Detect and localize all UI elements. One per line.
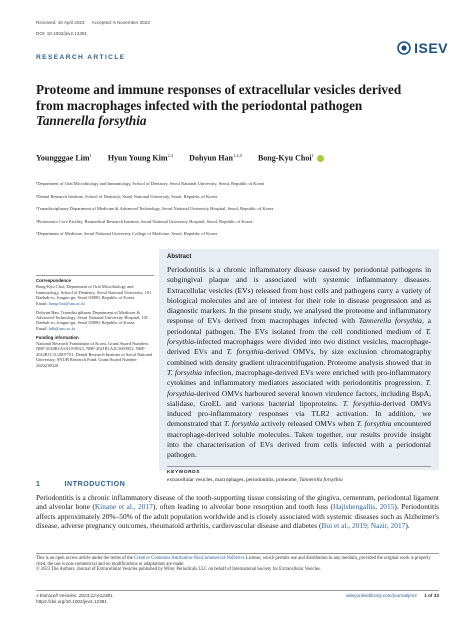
affiliation: ⁵Department of Medicine, Seoul National University College of Medicine, Seoul, Republic of Korea [36,231,218,236]
doi[interactable]: DOI: 10.1002/jev2.12381 [36,31,88,36]
divider [167,466,431,467]
author[interactable]: Bong-Kyu Choi$^1$ [258,153,324,163]
affiliation: ⁴Proteomics Core Facility, Biomedical Research Institute, Seoul National University Hospital, Seoul, Republic of Korea [36,218,253,224]
author[interactable]: Dohyun Han$^{1,4,5}$ [189,153,242,163]
title-line-1: Proteome and immune responses of extracellular vesicles derived [36,82,402,97]
divider [36,590,439,591]
affiliation: ¹Department of Oral Microbiology and Immunology, School of Dentistry, Seoul National University, Seoul, Republic of Korea [36,181,265,186]
section-title: INTRODUCTION [64,481,126,488]
divider [36,275,154,276]
keywords-heading: KEYWORDS [167,470,201,476]
article-type: RESEARCH ARTICLE [36,54,126,61]
footer-right [346,593,439,599]
title-line-3: Tannerella forsythia [36,113,147,128]
journal-citation: J Extracell Vesicles. 2023;12:e12381. [36,593,114,598]
affiliation: ³Transdisciplinary Department of Medicine & Advanced Technology, Seoul National University Hospital, Seoul, Republic of Korea [36,206,274,211]
logo-text: ISEV [414,40,448,56]
accepted-date: Accepted: 6 November 2023 [91,20,150,25]
article-title [36,82,436,129]
title-line-2: from macrophages infected with the periodontal pathogen [36,97,363,113]
page-footer [36,593,439,605]
received-date: Received: 16 April 2023 [36,20,85,25]
correspondence-heading: Correspondence [36,278,71,283]
orcid-icon[interactable] [317,155,324,162]
correspondence-1: Bong-Kyu Choi, Department of Oral Microbiology and Immunology, School of Dentistry, Seoul National University, 101 Daehak-ro, Jongno-gu, Seoul 03080, Republic of Korea. Email: bongchoi@snu.ac.kr [36,284,152,306]
doi-link[interactable]: https://doi.org/10.1002/jev2.12381 [36,598,107,604]
abstract-heading: Abstract [167,254,192,260]
citation-link[interactable]: Bui et al., 2019 [321,521,367,531]
email-link[interactable]: hdh@snu.ac.kr [48,325,76,331]
citation-link[interactable]: Kinane et al., 2017 [94,502,153,512]
funding-heading: Funding information [36,334,79,340]
citation-link[interactable]: Nazir, 2017 [370,521,406,531]
abstract-text: Periodontitis is a chronic inflammatory disease caused by periodontal pathogens in subgingival plaque and is associated with systemic inflammatory diseases. Extracellular vesicles (EVs) released from host cells and pathogens carry a variety of biological molecules and are of interest for their role in disease progression and as diagnostic markers. In the present study, we analysed the proteome and inflammatory response of EVs derived from macrophages infected with Tannerella forsythia, a periodontal pathogen. The EVs isolated from the cell conditioned medium of T. forsythia-infected macrophages were divided into two distinct vesicles, macrophage-derived EVs and T. forsythia-derived OMVs, by size exclusion chromatography combined with density gradient ultracentrifugation. Proteome analysis showed that in T. forsythia infection, macrophage-derived EVs were enriched with pro-inflammatory cytokines and inflammatory mediators associated with periodontitis progression. T. forsythia-derived OMVs harboured several known virulence factors, including BspA, sialidase, GroEL and various bacterial lipoproteins. T. forsythia-derived OMVs induced pro-inflammatory responses via TLR2 activation. In addition, we demonstrated that T. forsythia actively released OMVs when T. forsythia encountered macrophage-derived soluble molecules. Taken together, our results provide insight into the characterisation of EVs derived from cells infected with a periodontal pathogen. [167,265,432,460]
isev-logo-icon [397,41,411,55]
section-heading [36,481,125,488]
email-link[interactable]: bongchoi@snu.ac.kr [48,300,86,306]
funding-text: National Research Foundation of Korea, Grant/Award Numbers: NRF-2020R1A5A1019023, NRF-2021R1A2C3003952, NRF-2022R1C1C2007751; Dental Research Institute of Seoul National University; SNUH Research Fund, Grant/Award Number: 2620210020 [36,341,153,368]
affiliation: ²Dental Research Institute, School of Dentistry, Seoul National University, Seoul, Republic of Korea [36,193,217,199]
author-list [36,153,324,163]
intro-paragraph: Periodontitis is a chronic inflammatory disease of the tooth-supporting tissue consisting of the gingiva, cementum, periodontal ligament and alveolar bone (Kinane et al., 2017), often leading to alveolar bone resorption and tooth loss (Hajishengallis, 2015). Periodontitis affects approximately 20%–50% of the adult population worldwide and is closely associated with systemic diseases such as Alzheimer's disease, adverse pregnancy outcomes, rheumatoid arthritis, cardiovascular disease and diabetes (Bui et al., 2019; Nazir, 2017). [36,493,440,531]
side-column [36,278,154,372]
correspondence-2: Dohyun Han, Transdisciplinary Department of Medicine & Advanced Technology, Seoul National University Hospital, 101 Daehak-ro, Jongno-gu, Seoul 03080, Republic of Korea. Email: hdh@snu.ac.kr [36,309,148,331]
divider [36,553,439,554]
page-number: 1 of 33 [424,593,439,598]
abstract-box [159,249,439,484]
affiliations [36,181,446,244]
license-text: This is an open access article under the terms of the Creative Commons Attribution-NonCommercial-NoDerivs License, which permits use and distribution in any medium, provided the original work is properly cited, the use is non-commercial and no modifications or adaptations are made. © 2023 The Authors. Journal of Extracellular Vesicles published by Wiley Periodicals LLC on behalf of International Society for Extracellular Vesicles. [36,556,431,573]
section-number: 1 [36,481,41,488]
license-link[interactable]: Creative Commons Attribution-NonCommercial-NoDerivs [134,556,245,561]
author[interactable]: Youngggae Lim$^1$ [36,153,92,163]
citation-link[interactable]: Hajishengallis, 2015 [332,502,395,512]
journal-url[interactable]: wileyonlinelibrary.com/journal/jev2 [346,593,417,598]
author[interactable]: Hyun Young Kim$^{2,3}$ [107,153,174,163]
isev-logo [397,40,448,56]
keywords: extracellular vesicles, macrophages, periodontitis, proteome, Tannerella forsythia [167,477,343,484]
dates-line [36,20,156,25]
